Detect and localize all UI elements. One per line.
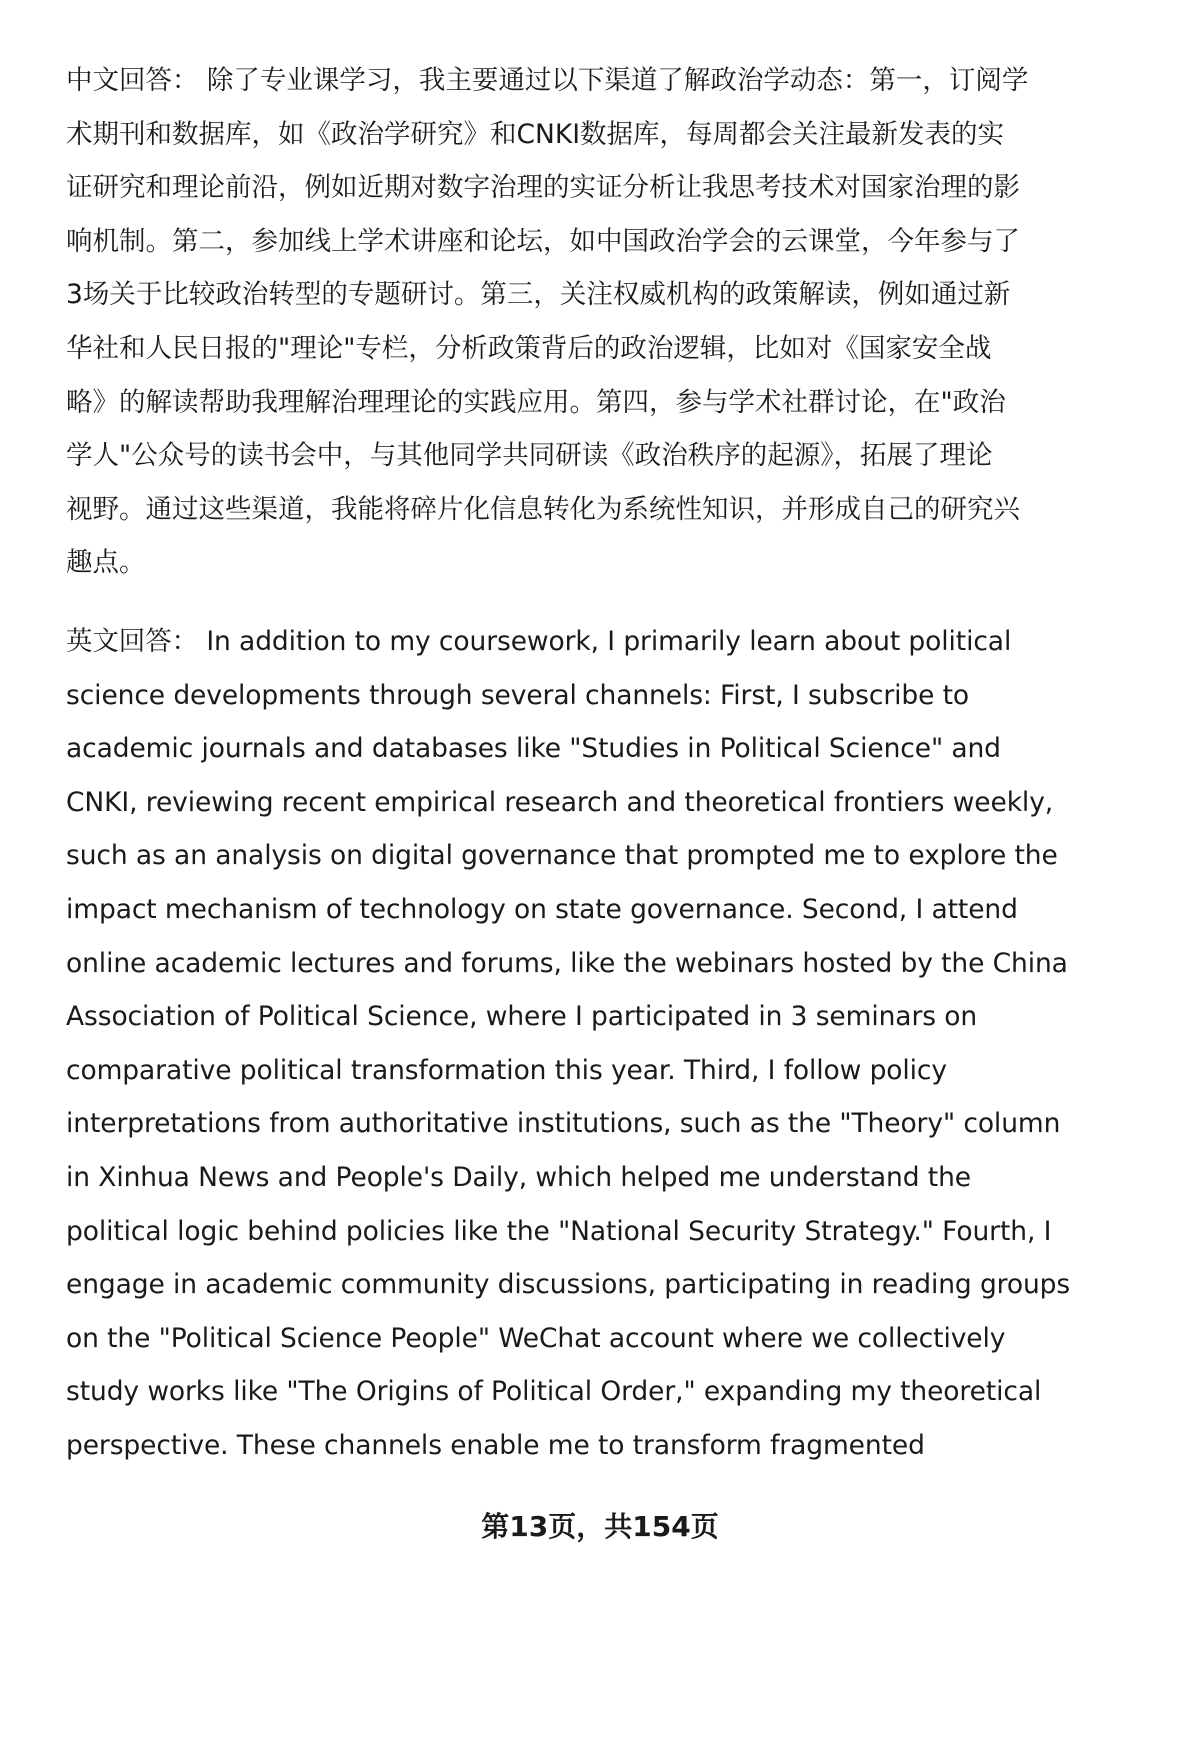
text-line: impact mechanism of technology on state governance. Second, I attend <box>66 893 1018 925</box>
english-answer-paragraph <box>66 615 1071 1473</box>
text-line: 术期刊和数据库，如《政治学研究》和CNKI数据库，每周都会关注最新发表的实 <box>66 118 1005 150</box>
text-line: 证研究和理论前沿，例如近期对数字治理的实证分析让我思考技术对国家治理的影 <box>66 172 1020 204</box>
text-line: 学人"公众号的读书会中，与其他同学共同研读《政治秩序的起源》，拓展了理论 <box>66 440 993 472</box>
text-line: comparative political transformation this year. Third, I follow policy <box>66 1054 947 1086</box>
page-number: 第13页，共154页 <box>481 1510 719 1543</box>
text-line: on the "Political Science People" WeChat account where we collectively <box>66 1322 1006 1354</box>
text-line: 中文回答： 除了专业课学习，我主要通过以下渠道了解政治学动态：第一，订阅学 <box>66 65 1029 96</box>
text-line: in Xinhua News and People's Daily, which helped me understand the <box>66 1161 971 1193</box>
text-line: CNKI, reviewing recent empirical research and theoretical frontiers weekly, <box>66 786 1054 818</box>
text-line: 英文回答： In addition to my coursework, I primarily learn about political <box>66 626 1012 657</box>
text-line: online academic lectures and forums, like the webinars hosted by the China <box>66 947 1068 979</box>
text-line: academic journals and databases like "Studies in Political Science" and <box>66 733 1001 765</box>
text-line: 响机制。第二，参加线上学术讲座和论坛，如中国政治学会的云课堂，今年参与了 <box>66 225 1020 257</box>
text-line: 视野。通过这些渠道，我能将碎片化信息转化为系统性知识，并形成自己的研究兴 <box>66 493 1020 525</box>
text-line: 略》的解读帮助我理解治理理论的实践应用。第四，参与学术社群讨论，在"政治 <box>66 386 1006 418</box>
text-line: 趣点。 <box>66 547 146 579</box>
text-line: political logic behind policies like the "National Security Strategy." Fourth, I <box>66 1215 1052 1247</box>
text-line: interpretations from authoritative institutions, such as the "Theory" column <box>66 1108 1061 1140</box>
text-line: 华社和人民日报的"理论"专栏，分析政策背后的政治逻辑，比如对《国家安全战 <box>66 332 992 364</box>
text-line: 3场关于比较政治转型的专题研讨。第三，关注权威机构的政策解读，例如通过新 <box>66 279 1011 311</box>
text-line: science developments through several channels: First, I subscribe to <box>66 679 970 711</box>
text-line: such as an analysis on digital governance that prompted me to explore the <box>66 840 1058 872</box>
text-line: Association of Political Science, where I participated in 3 seminars on <box>66 1001 978 1033</box>
chinese-answer-paragraph <box>66 54 1056 590</box>
text-line: engage in academic community discussions, participating in reading groups <box>66 1269 1071 1301</box>
text-line: study works like "The Origins of Political Order," expanding my theoretical <box>66 1376 1042 1408</box>
text-line: perspective. These channels enable me to transform fragmented <box>66 1429 925 1461</box>
